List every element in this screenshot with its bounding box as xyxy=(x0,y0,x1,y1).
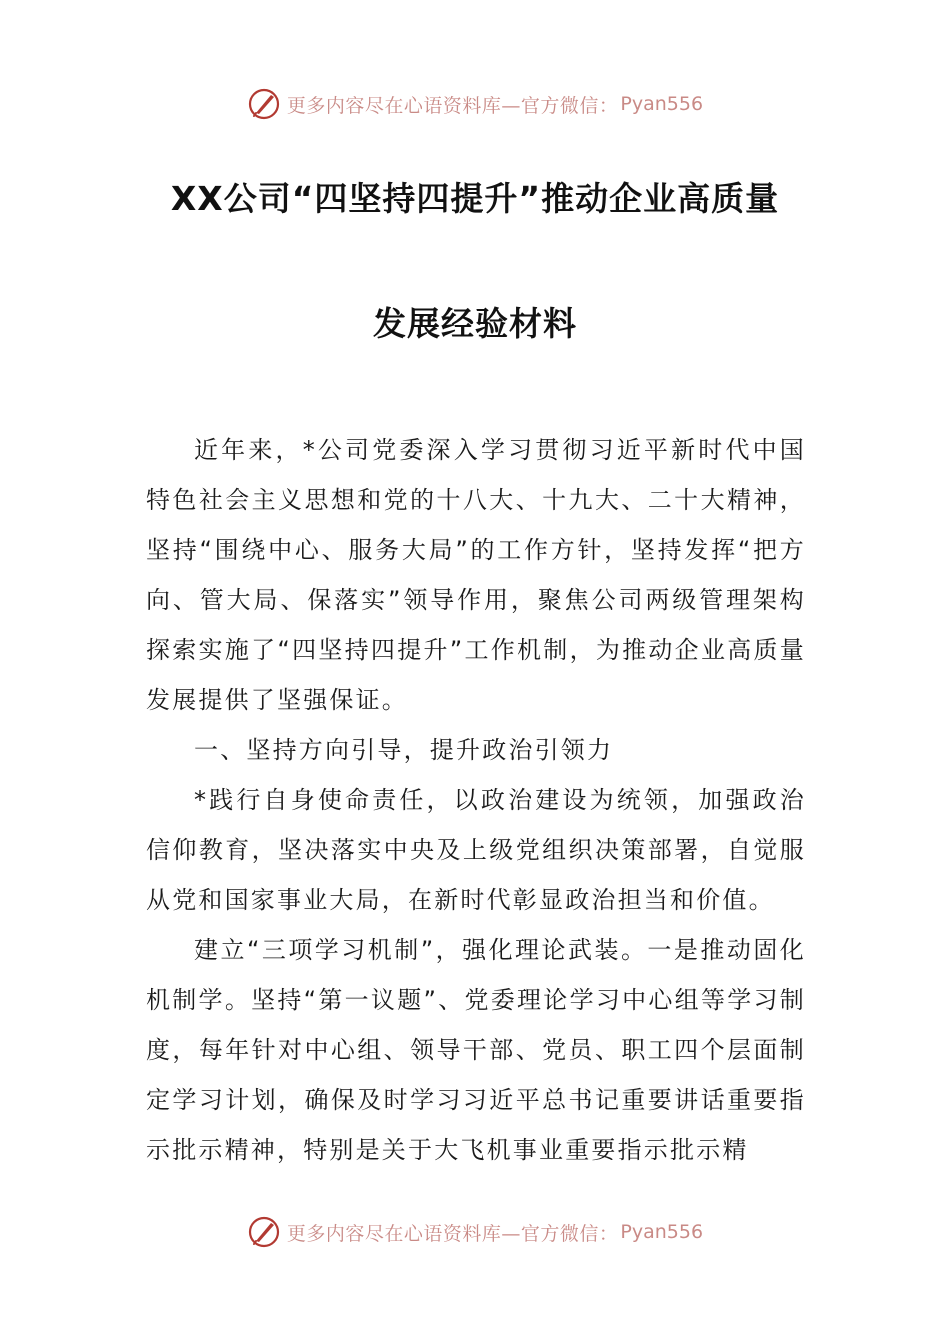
paragraph-intro: 近年来，*公司党委深入学习贯彻习近平新时代中国特色社会主义思想和党的十八大、十九大、二十大精神，坚持“围绕中心、服务大局”的工作方针，坚持发挥“把方向、管大局、保落实”领导作用，聚焦公司两级管理架构探索实施了“四坚持四提升”工作机制，为推动企业高质量发展提供了坚强保证。 xyxy=(146,436,806,714)
paragraph-study-mechanism: 建立“三项学习机制”，强化理论武装。一是推动固化机制学。坚持“第一议题”、党委理论学习中心组等学习制度，每年针对中心组、领导干部、党员、职工四个层面制定学习计划，确保及时学习习近平总书记重要讲话重要指示批示精神，特别是关于大飞机事业重要指示批示精 xyxy=(146,936,806,1164)
paragraph-section-1: *践行自身使命责任，以政治建设为统领，加强政治信仰教育，坚决落实中央及上级党组织决策部署，自觉服从党和国家事业大局，在新时代彰显政治担当和价值。 xyxy=(146,786,806,914)
watermark-wechat-id: Pyan556 xyxy=(620,93,704,115)
watermark-text: 更多内容尽在心语资料库—官方微信： xyxy=(286,94,619,117)
watermark-wechat-id: Pyan556 xyxy=(620,1221,704,1243)
header-watermark xyxy=(0,84,950,124)
footer-watermark xyxy=(0,1212,950,1252)
document-title-line-1: XX公司“四坚持四提升”推动企业高质量 xyxy=(170,179,780,218)
quill-pen-circle-icon xyxy=(247,1215,281,1249)
watermark-text: 更多内容尽在心语资料库—官方微信： xyxy=(286,1222,619,1245)
document-title-line-2: 发展经验材料 xyxy=(373,304,577,343)
quill-pen-circle-icon xyxy=(247,87,281,121)
section-heading-1: 一、坚持方向引导，提升政治引领力 xyxy=(194,736,614,764)
document-body xyxy=(146,425,806,1175)
